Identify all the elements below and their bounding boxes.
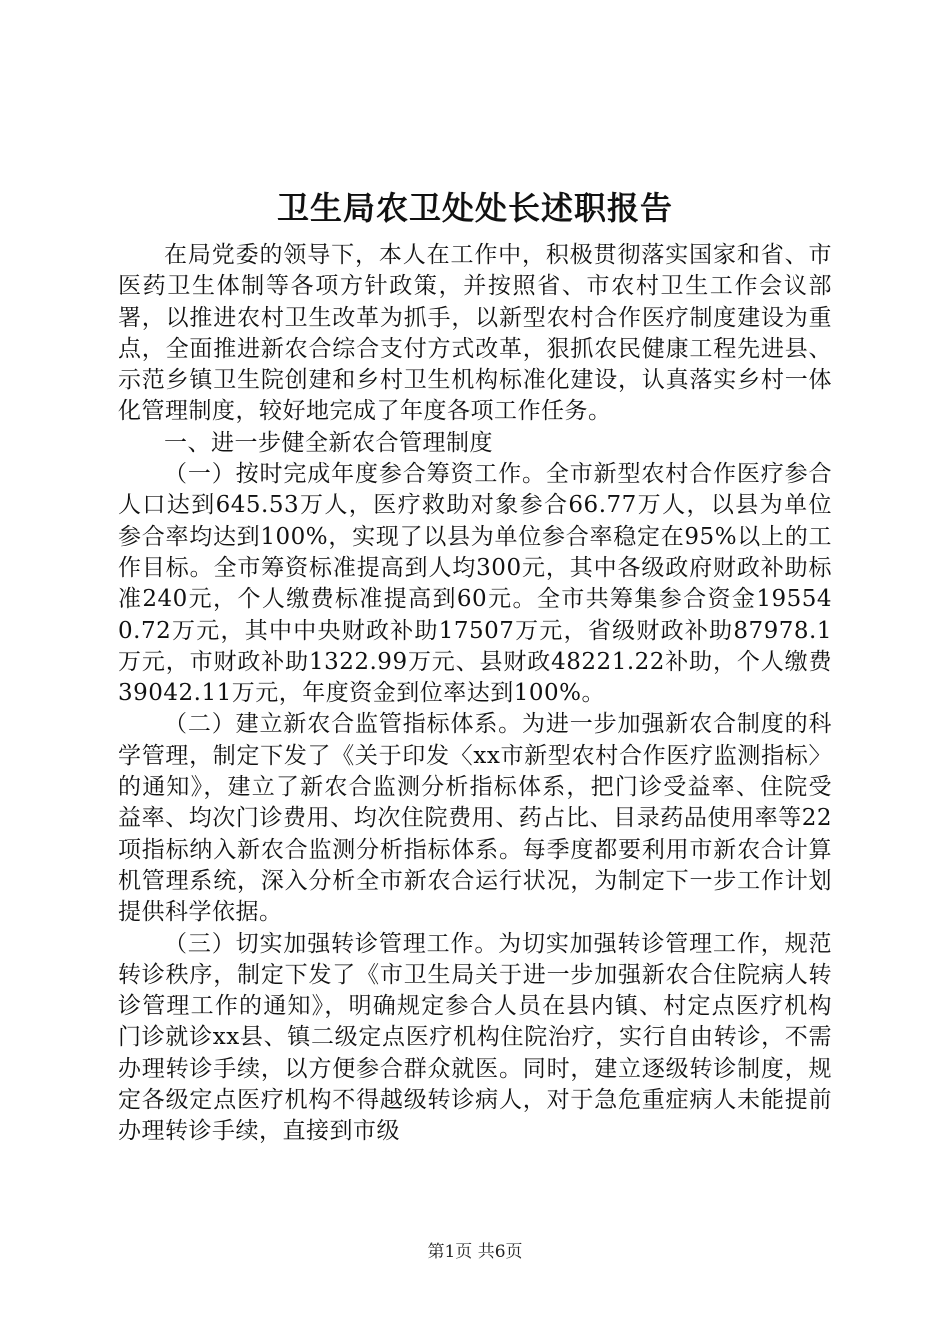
document-body	[118, 240, 832, 1148]
paragraph-funding: （一）按时完成年度参合筹资工作。全市新型农村合作医疗参合人口达到645.53万人，医疗救助对象参合66.77万人，以县为单位参合率均达到100%，实现了以县为单位参合率稳定在95%以上的工作目标。全市筹资标准提高到人均300元，其中各级政府财政补助标准240元，个人缴费标准提高到60元。全市共筹集参合资金195540.72万元，其中中央财政补助17507万元，省级财政补助87978.1万元，市财政补助1322.99万元、县财政48221.22补助，个人缴费39042.11万元，年度资金到位率达到100%。	[118, 461, 832, 707]
document-title: 卫生局农卫处处长述职报告	[276, 189, 673, 227]
section-heading-1: 一、进一步健全新农合管理制度	[164, 429, 493, 456]
paragraph-referral: （三）切实加强转诊管理工作。为切实加强转诊管理工作，规范转诊秩序，制定下发了《市卫生局关于进一步加强新农合住院病人转诊管理工作的通知》，明确规定参合人员在县内镇、村定点医疗机构门诊就诊xx县、镇二级定点医疗机构住院治疗，实行自由转诊，不需办理转诊手续，以方便参合群众就医。同时，建立逐级转诊制度，规定各级定点医疗机构不得越级转诊病人，对于急危重症病人未能提前办理转诊手续，直接到市级	[118, 930, 832, 1145]
page-footer: 第1页 共6页	[427, 1242, 523, 1262]
paragraph-monitoring: （二）建立新农合监管指标体系。为进一步加强新农合制度的科学管理，制定下发了《关于印发〈xx市新型农村合作医疗监测指标〉的通知》，建立了新农合监测分析指标体系，把门诊受益率、住院受益率、均次门诊费用、均次住院费用、药占比、目录药品使用率等22项指标纳入新农合监测分析指标体系。每季度都要利用市新农合计算机管理系统，深入分析全市新农合运行状况，为制定下一步工作计划提供科学依据。	[118, 711, 832, 926]
intro-paragraph: 在局党委的领导下，本人在工作中，积极贯彻落实国家和省、市医药卫生体制等各项方针政策，并按照省、市农村卫生工作会议部署，以推进农村卫生改革为抓手，以新型农村合作医疗制度建设为重点，全面推进新农合综合支付方式改革，狠抓农民健康工程先进县、示范乡镇卫生院创建和乡村卫生机构标准化建设，认真落实乡村一体化管理制度，较好地完成了年度各项工作任务。	[118, 242, 832, 425]
